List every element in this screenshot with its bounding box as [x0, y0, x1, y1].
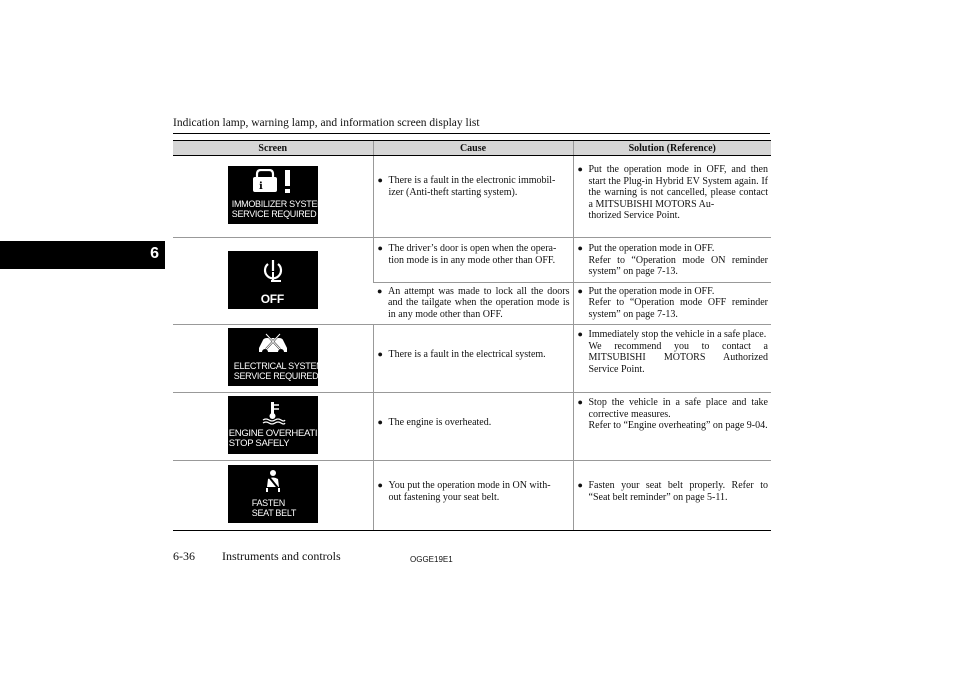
screen-cell [173, 325, 373, 393]
table-row [173, 325, 771, 393]
solution-text: Stop the vehicle in a safe place and take corrective measures. Refer to “Engine overheating” on page 9-04. [588, 397, 768, 431]
screen-display-text: IMMOBILIZER SYSTEM SERVICE REQUIRED [231, 199, 325, 219]
table-row [173, 393, 771, 461]
cause-cell [373, 461, 573, 531]
table-row [173, 461, 771, 531]
column-header-screen: Screen [173, 141, 373, 156]
header-rule [173, 133, 770, 134]
bullet-icon: ● [377, 417, 383, 427]
screen-display-seatbelt [228, 465, 318, 523]
bullet-icon: ● [577, 285, 583, 296]
column-header-solution: Solution (Reference) [573, 141, 771, 156]
solution-cell [573, 461, 771, 531]
chapter-number: 6 [150, 245, 159, 262]
bullet-icon: ● [577, 243, 583, 253]
cause-cell [373, 325, 573, 393]
cause-text: There is a fault in the electrical system. [388, 349, 546, 360]
warning-display-table [173, 140, 771, 531]
svg-text:ℹ: ℹ [258, 181, 263, 192]
cause-cell [373, 156, 573, 238]
bullet-icon: ● [577, 164, 583, 174]
cause-text: The driver’s door is open when the opera- tion mode is in any mode other than OFF. [388, 243, 557, 266]
solution-cell [573, 156, 771, 238]
column-header-cause: Cause [373, 141, 573, 156]
document-code: OGGE19E1 [410, 555, 453, 564]
cause-cell [373, 393, 573, 461]
bullet-icon: ● [377, 349, 383, 359]
bullet-icon: ● [577, 397, 583, 407]
solution-text: Put the operation mode in OFF. Refer to “Operation mode ON reminder system” on page 7-13. [588, 243, 768, 277]
header-title: Indication lamp, warning lamp, and information screen display list [173, 117, 480, 129]
bullet-icon: ● [577, 329, 583, 339]
chapter-tab [0, 241, 165, 269]
cause-text: An attempt was made to lock all the doors and the tailgate when the operation mode is in any mode other than OFF. [388, 285, 570, 320]
cause-text: There is a fault in the electronic immobil- izer (Anti-theft starting system). [388, 175, 556, 198]
screen-display-electrical [228, 328, 324, 386]
section-title: Instruments and controls [222, 549, 341, 563]
immobilizer-lock-icon [228, 169, 318, 197]
screen-display-text: ENGINE OVERHEATING STOP SAFELY [228, 428, 331, 449]
screen-cell [173, 238, 373, 325]
solution-text: Put the operation mode in OFF, and then start the Plug-in Hybrid EV System again. If the warning is not cancelled, please contact a MITSUBISHI MOTORS Au- thorized Service Point. [588, 164, 768, 221]
seat-belt-icon [228, 469, 318, 495]
power-button-icon [228, 256, 318, 288]
solution-cell [573, 282, 771, 325]
bullet-icon: ● [377, 243, 383, 253]
screen-display-text: FASTEN SEAT BELT [251, 498, 297, 518]
car-fault-icon [228, 333, 318, 357]
solution-text: Fasten your seat belt properly. Refer to “Seat belt reminder” on page 5-11. [588, 480, 768, 503]
screen-display-overheating [228, 396, 331, 454]
screen-display-immobilizer [228, 166, 325, 224]
bullet-icon: ● [377, 175, 383, 185]
solution-cell [573, 393, 771, 461]
table-header-row [173, 141, 771, 156]
bullet-icon: ● [577, 480, 583, 490]
screen-display-text: ELECTRICAL SYSTEM SERVICE REQUIRED [233, 361, 324, 381]
solution-text: Put the operation mode in OFF. Refer to “Operation mode OFF reminder system” on page 7-13. [588, 285, 768, 320]
bullet-icon: ● [377, 480, 383, 490]
screen-cell [173, 393, 373, 461]
cause-text: You put the operation mode in ON with- out fastening your seat belt. [388, 480, 551, 503]
page-number: 6-36 [173, 549, 195, 563]
bullet-icon: ● [377, 285, 383, 296]
screen-cell [173, 156, 373, 238]
solution-cell [573, 325, 771, 393]
solution-text: Immediately stop the vehicle in a safe place. We recommend you to contact a MITSUBISHI MOTORS Authorized Service Point. [588, 329, 768, 375]
coolant-temperature-icon [228, 401, 318, 427]
cause-cell [373, 282, 573, 325]
screen-cell [173, 461, 373, 531]
cause-cell [373, 238, 573, 283]
solution-cell [573, 238, 771, 283]
cause-text: The engine is overheated. [388, 417, 492, 428]
screen-display-off [228, 251, 318, 309]
table-row [173, 156, 771, 238]
table-row [173, 238, 771, 283]
screen-display-text: OFF [260, 291, 284, 306]
